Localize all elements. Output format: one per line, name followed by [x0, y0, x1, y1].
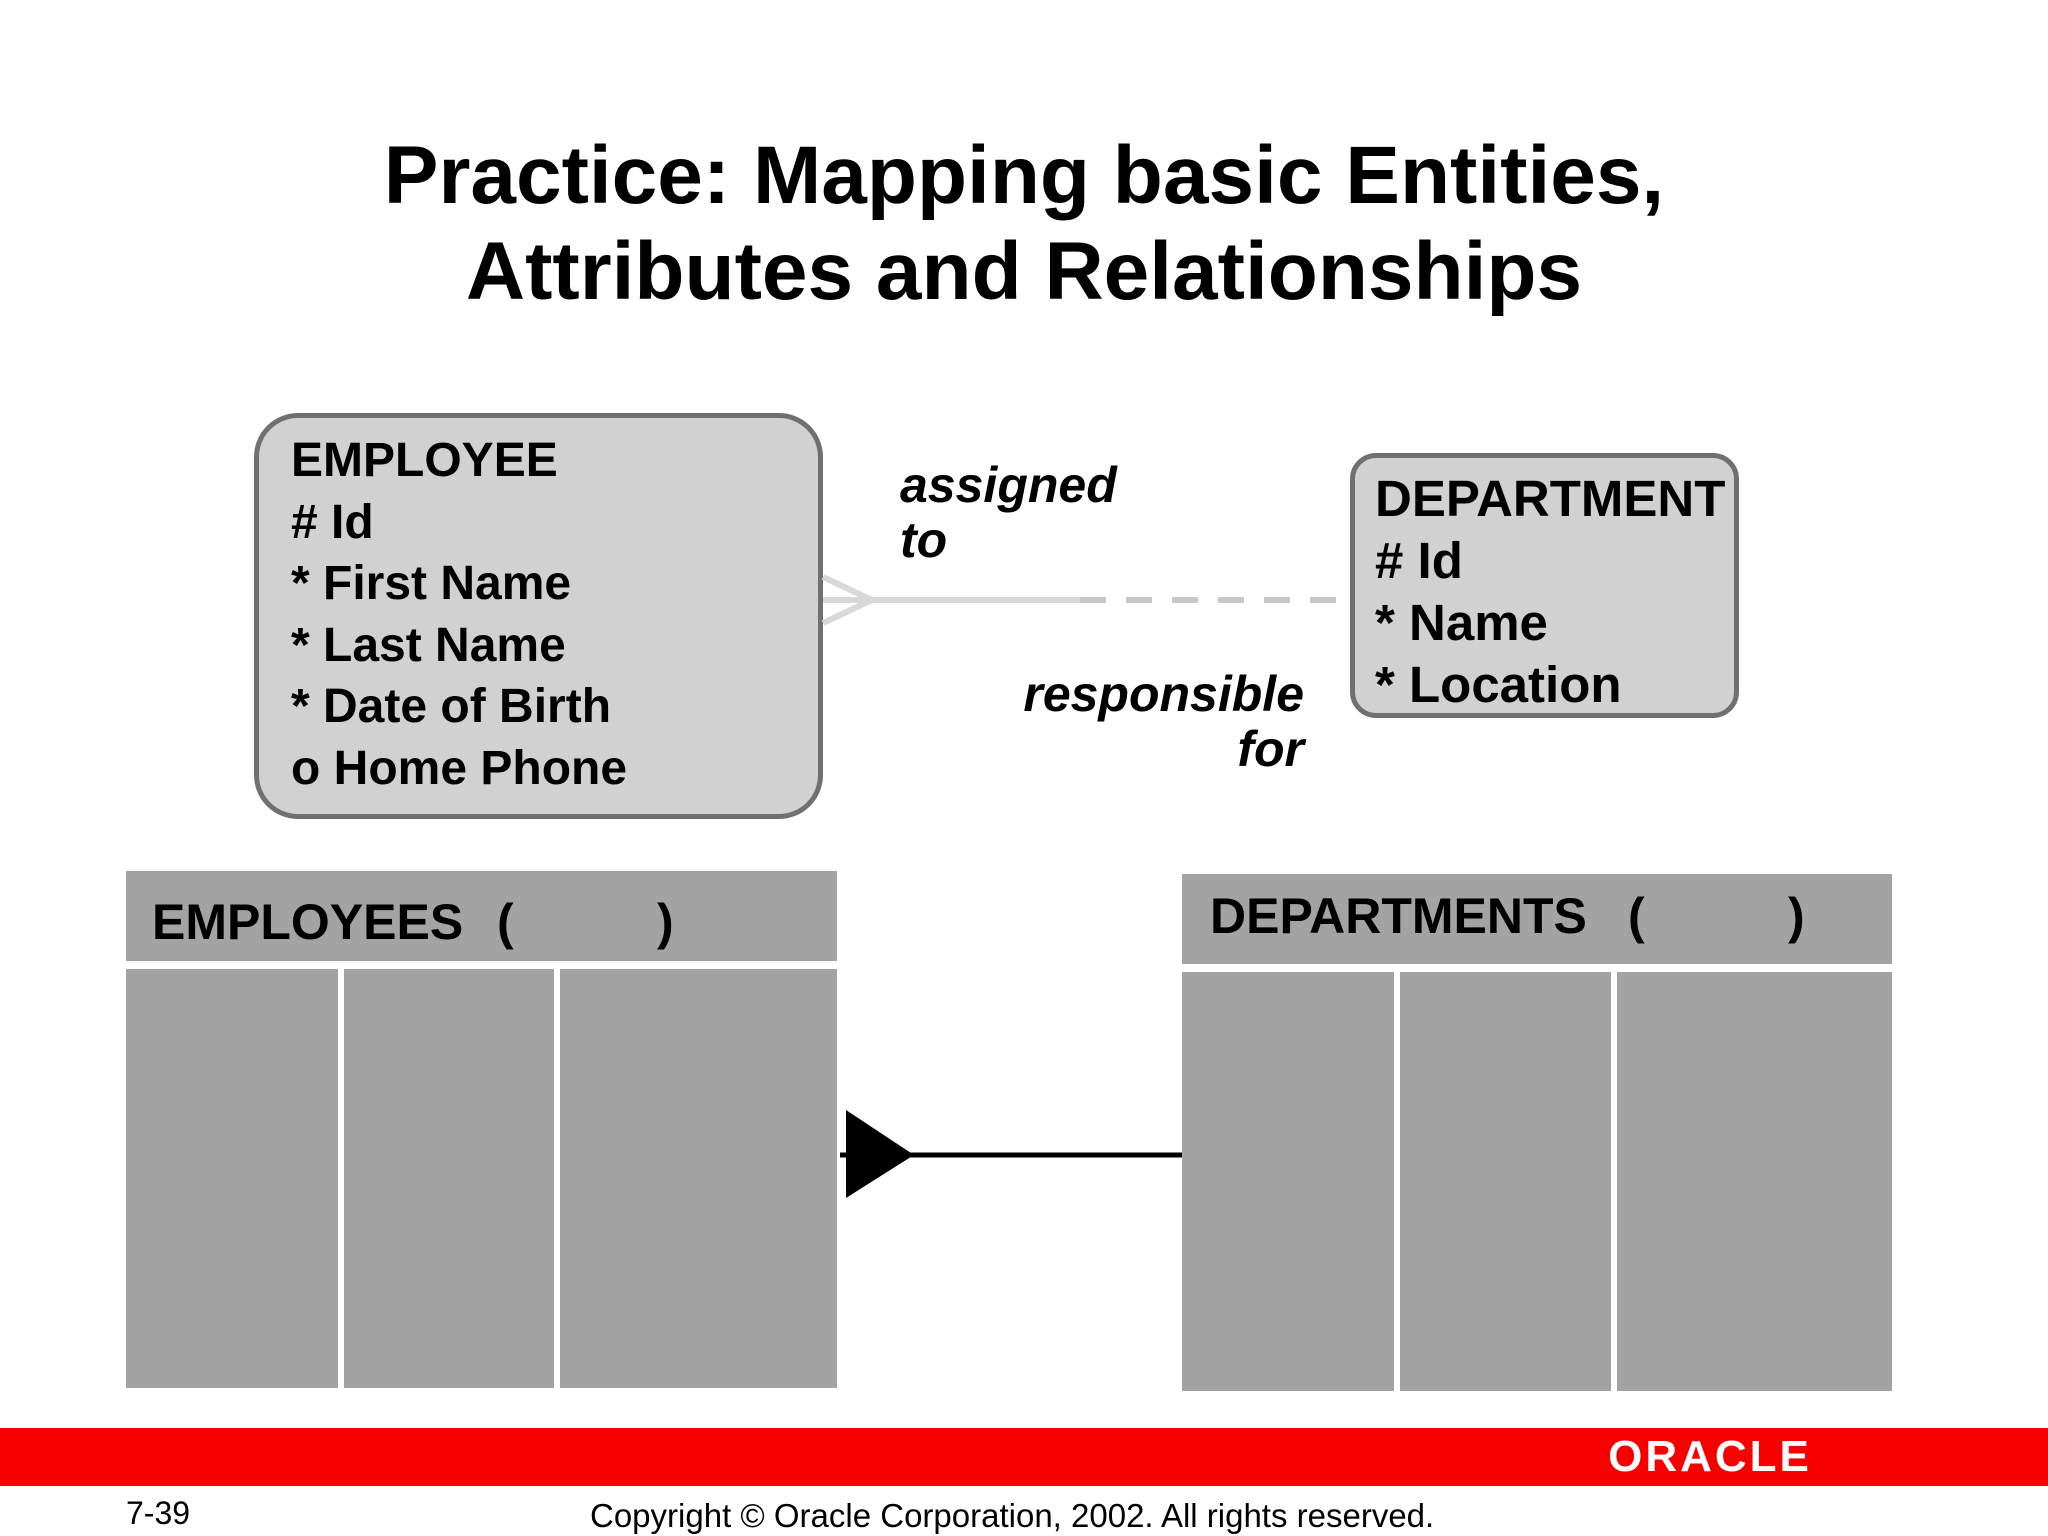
table-header-separator	[126, 961, 837, 969]
employees-table-body	[126, 969, 837, 1388]
entity-attribute: # Id	[1375, 532, 1463, 589]
relationship-label-line: assigned	[900, 457, 1117, 513]
departments-close-paren: )	[1788, 888, 1805, 944]
employees-close-paren: )	[657, 894, 674, 950]
slide-title-line-2: Attributes and Relationships	[465, 226, 1583, 317]
table-column-divider	[338, 969, 344, 1388]
relationship-label-line: for	[1237, 721, 1304, 777]
slide-number: 7-39	[126, 1495, 191, 1531]
entity-attribute: * Location	[1375, 656, 1622, 713]
departments-table-name: DEPARTMENTS	[1210, 888, 1587, 944]
oracle-logo: ORACLE	[1608, 1432, 1812, 1481]
employees-table-name: EMPLOYEES	[152, 894, 464, 950]
entity-name: DEPARTMENT	[1375, 470, 1726, 527]
relationship-label-line: to	[900, 512, 948, 568]
employees-open-paren: (	[497, 894, 514, 950]
relationship-label-line: responsible	[1023, 666, 1304, 722]
slide-title-line-1: Practice: Mapping basic Entities,	[383, 130, 1665, 221]
entity-name: EMPLOYEE	[291, 434, 558, 487]
entity-attribute: * Last Name	[291, 618, 566, 672]
entity-attribute: # Id	[291, 495, 374, 549]
table-column-divider	[554, 969, 560, 1388]
table-column-divider	[1394, 972, 1400, 1391]
table-header-separator	[1182, 964, 1892, 972]
entity-attribute: * Date of Birth	[291, 680, 612, 733]
entity-attribute: * Name	[1375, 594, 1548, 651]
departments-table-body	[1182, 972, 1892, 1391]
table-foreign-key-line	[840, 1110, 1182, 1198]
departments-open-paren: (	[1628, 888, 1645, 944]
copyright-notice: Copyright © Oracle Corporation, 2002. All rights reserved.	[590, 1497, 1435, 1534]
table-column-divider	[1611, 972, 1617, 1391]
entity-attribute: * First Name	[291, 557, 572, 610]
entity-relationship-line	[823, 577, 1350, 623]
entity-attribute: o Home Phone	[291, 741, 628, 795]
